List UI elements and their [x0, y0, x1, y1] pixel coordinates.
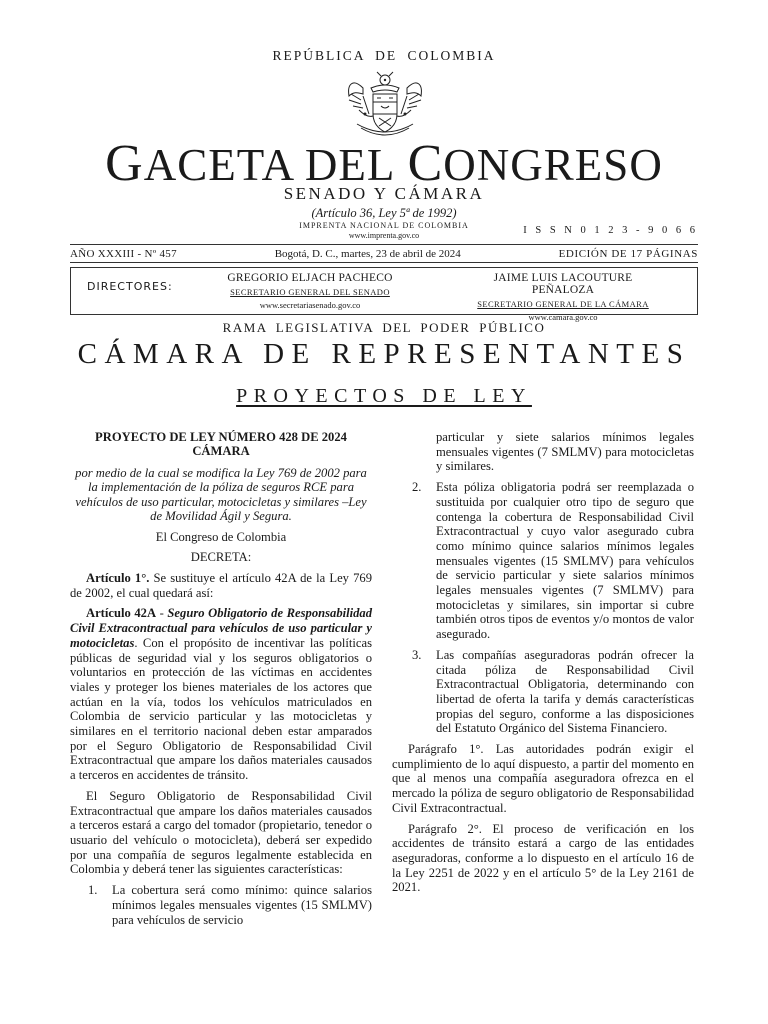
divider-bottom [70, 262, 698, 263]
articulo-42a [70, 606, 372, 782]
director-camara-title: SECRETARIO GENERAL DE LA CÁMARA [477, 299, 649, 309]
imprenta-website: www.imprenta.gov.co [348, 231, 420, 240]
list-item-2 [392, 480, 694, 642]
issue-info-row [70, 248, 698, 260]
senado-camara-subtitle: SENADO Y CÁMARA [283, 184, 485, 203]
directors-box [70, 267, 698, 322]
masthead-word-2: ONGRESO [443, 140, 663, 190]
imprenta-label: IMPRENTA NACIONAL DE COLOMBIA [299, 221, 469, 230]
list-item-1-continued: particular y siete salarios mínimos legales mensuales vigentes (7 SMLMV) para motocicletas y similares. [436, 430, 694, 474]
masthead-cap-g: G [105, 135, 144, 192]
rama-legislativa-heading: RAMA LEGISLATIVA DEL PODER PÚBLICO [222, 320, 546, 335]
articulo-reference: (Artículo 36, Ley 5ª de 1992) [311, 206, 457, 220]
articulo-42a-title: Seguro Obligatorio de Responsabilidad Civil Extracontractual para vehículos de uso particular y motocicletas [70, 606, 372, 650]
issn-number: I S S N 0 1 2 3 - 9 0 6 6 [523, 225, 698, 236]
paragrafo-1: Parágrafo 1°. Las autoridades podrán exigir el cumplimiento de lo aquí dispuesto, a partir del momento en que al menos una compañía aseguradora ofrezca en el mercado la póliza de seguro obligatorio de Responsabilidad Civil Extracontractual. [392, 742, 694, 815]
seguro-paragraph: El Seguro Obligatorio de Responsabilidad Civil Extracontractual que ampare los daños materiales causados a terceros estará a cargo del tomador (propietario, tenedor o usuario del vehículo o motocicleta), deberá ser expedido por una compañía de seguros legalmente establecida en Colombia y deberá tener las siguientes características: [70, 788, 372, 877]
director-camara [461, 272, 665, 322]
right-column [392, 430, 694, 895]
divider-top [70, 244, 698, 245]
list-item-2-text: Esta póliza obligatoria podrá ser reemplazada o sustituida por cualquier otro tipo de seguro que contenga la cobertura de Responsabilidad Civil Extracontractual y cuyo valor asegurado cubra como mínimo quince salarios mínimos legales mensuales vigentes (15 SMLMV) para vehículos de servicio particular y siete salarios mínimos legales mensuales vigentes (7 SMLMV) para motocicletas y similares, sin importar si cubre también otros tipos de eventos y/o montos de valor asegurado. [436, 480, 694, 642]
issue-date: Bogotá, D. C., martes, 23 de abril de 2024 [274, 248, 461, 260]
masthead-cap-c: C [407, 135, 444, 192]
articulo-42a-label: Artículo 42A [86, 606, 157, 621]
proyecto-subtitle: por medio de la cual se modifica la Ley 769 de 2002 para la implementación de la póliza de seguros RCE para vehículos de uso particular, motocicletas y similares –Ley de Movilidad Ágil y Segura. [75, 466, 367, 524]
director-camara-website: www.camara.gov.co [528, 312, 598, 322]
director-senado-title: SECRETARIO GENERAL DEL SENADO [230, 287, 390, 297]
directors-label: DIRECTORES: [87, 280, 173, 293]
list-item-1-text: La cobertura será como mínimo: quince salarios mínimos legales mensuales vigentes (15 SMLMV) para vehículos de servicio [112, 883, 372, 927]
list-item-2-number: 2. [412, 480, 422, 495]
issue-year-number: AÑO XXXIII - Nº 457 [70, 248, 177, 260]
coat-of-arms-icon [343, 70, 427, 142]
left-column [70, 430, 372, 927]
list-item-3-number: 3. [412, 647, 422, 662]
director-camara-name: JAIME LUIS LACOUTURE PEÑALOZA [493, 272, 633, 296]
director-senado-website: www.secretariasenado.gov.co [259, 300, 361, 310]
list-item-1-number: 1. [88, 883, 98, 898]
director-senado [217, 272, 403, 310]
paragrafo-2: Parágrafo 2°. El proceso de verificación en los accidentes de tránsito estará a cargo de las entidades aseguradoras, conforme a lo dispuesto en el artículo 16 de la Ley 2251 de 2022 y en el artículo 5° de la Ley 2161 de 2021. [392, 821, 694, 895]
list-item-1 [70, 883, 372, 927]
camara-heading: CÁMARA DE REPRESENTANTES [77, 338, 691, 370]
list-item-3 [392, 648, 694, 736]
proyectos-heading: PROYECTOS DE LEY [236, 385, 532, 407]
articulo-1-label: Artículo 1°. [86, 571, 150, 586]
director-senado-name: GREGORIO ELJACH PACHECO [227, 272, 393, 284]
list-item-3-text: Las compañías aseguradoras podrán ofrecer la citada póliza de Responsabilidad Civil Extracontractual Obligatoria, determinando con libertad de oferta la tarifa y demás características propias del seguro, conforme a las disposiciones del Estatuto Orgánico del Sistema Financiero. [436, 647, 694, 736]
republic-label: REPÚBLICA DE COLOMBIA [272, 48, 496, 63]
proyecto-title: PROYECTO DE LEY NÚMERO 428 DE 2024 CÁMARA [95, 430, 347, 458]
decreta-line: DECRETA: [190, 550, 252, 565]
articulo-42a-text: . Con el propósito de incentivar las políticas públicas de seguridad vial y los seguros obligatorios o voluntarios en protección de las víctimas en accidentes viales y proteger los bienes materiales de los actores que actúan en la vía, todos los vehículos matriculados en Colombia de servicio particular y las motocicletas y similares en el territorio nacional deben estar amparados por el Seguro Obligatorio de Responsabilidad Civil Extracontractual que ampare los daños materiales causados a terceros en accidentes de tránsito. [70, 635, 372, 783]
articulo-42a-dash: - [156, 606, 168, 621]
issue-edition: EDICIÓN DE 17 PÁGINAS [558, 248, 698, 260]
congreso-line: El Congreso de Colombia [155, 529, 287, 544]
articulo-1 [70, 571, 372, 600]
articulo-1-text: Se sustituye el artículo 42A de la Ley 769 de 2002, el cual quedará así: [70, 571, 372, 600]
masthead-word-1: ACETA DEL [143, 140, 396, 190]
